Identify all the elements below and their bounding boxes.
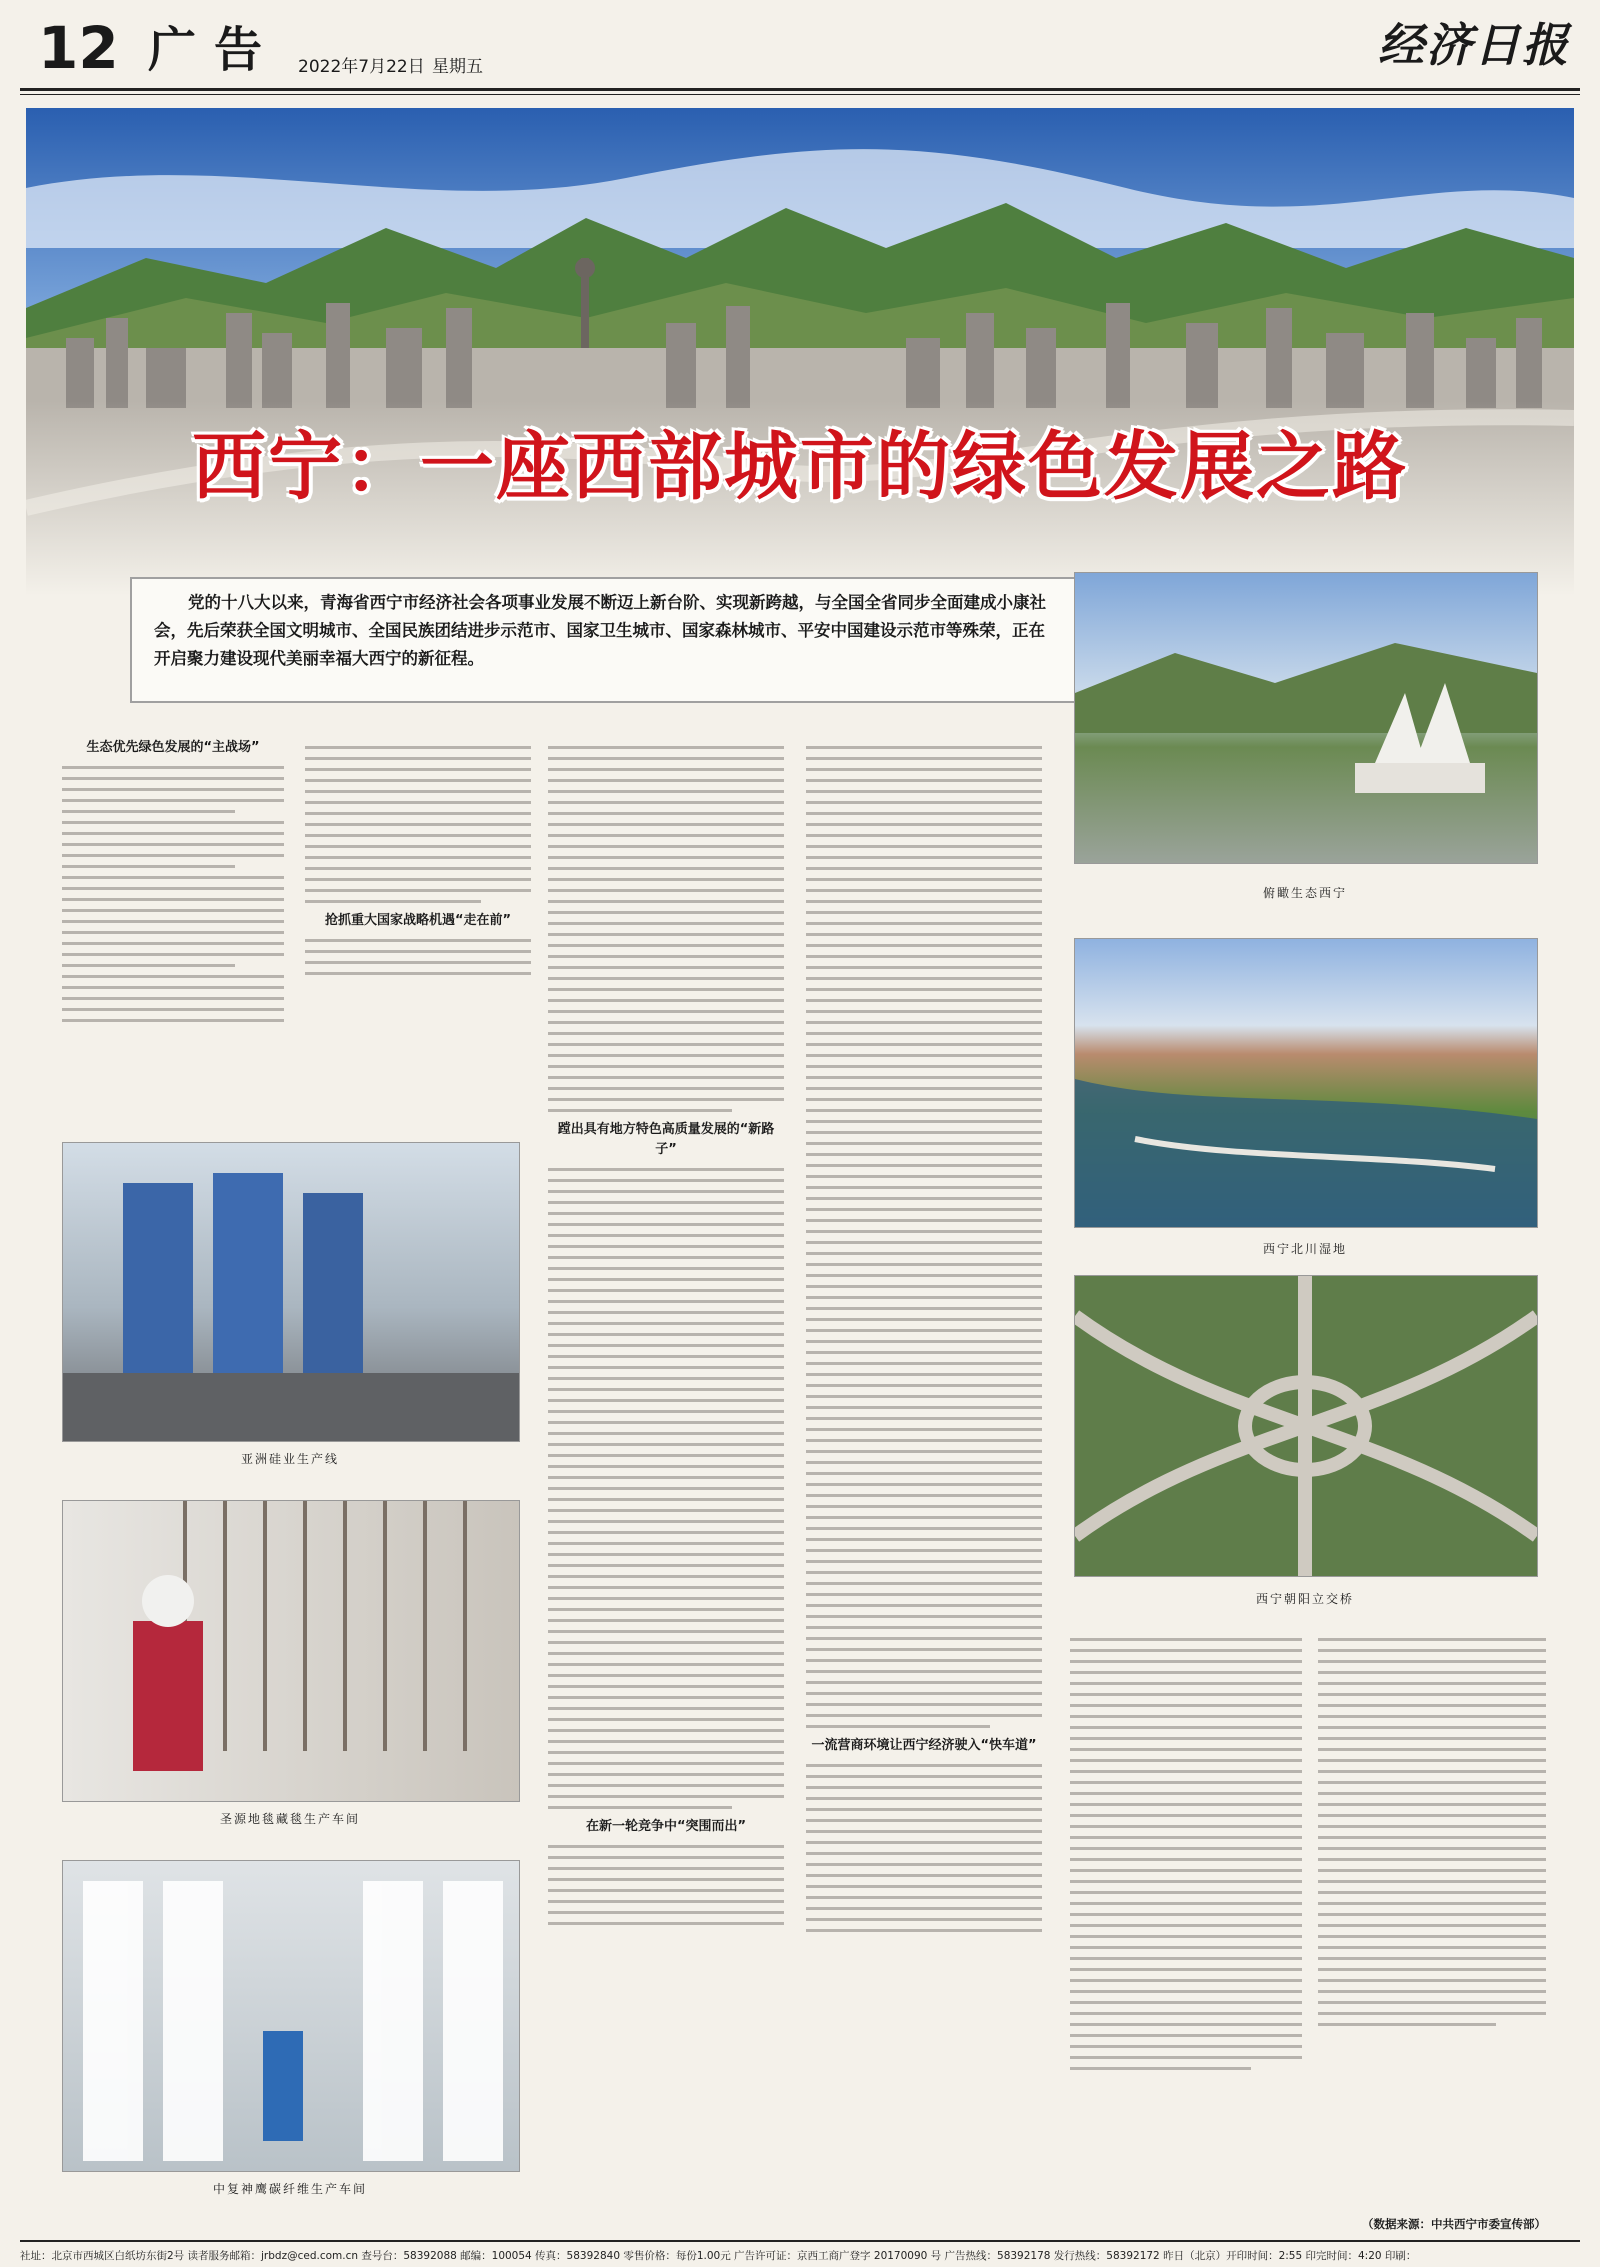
- caption-2: 圣源地毯藏毯生产车间: [219, 1812, 360, 1826]
- masthead-rule-thin: [20, 94, 1580, 95]
- photo-aerial-xining: [1074, 572, 1538, 864]
- section-heading-5: 一流营商环境让西宁经济驶入“快车道”: [811, 1738, 1037, 1753]
- footer-info: 社址：北京市西城区白纸坊东街2号 读者服务邮箱：jrbdz@ced.com.cn 查号台：58392088 邮编：100054 传真：58392840 零售价格：每份1.00元 广告许可证：京西工商广登字 20170090 号 广告热线：58392178 发行热线：58392172 昨日（北京）开印时间：2:55 印完时间：4:20 印刷：: [20, 2250, 1417, 2262]
- banner-city-photo: [26, 108, 1574, 596]
- column-5: [1070, 1630, 1302, 2078]
- masthead-rule: [20, 88, 1580, 91]
- column-4: [806, 738, 1042, 1940]
- photo-beichuan-wetland: [1074, 938, 1538, 1228]
- caption-6: 西宁朝阳立交桥: [1255, 1592, 1354, 1606]
- column-2: [305, 738, 531, 983]
- caption-4: 俯瞰生态西宁: [1262, 886, 1347, 900]
- section-heading-4: 在新一轮竞争中“突围而出”: [585, 1819, 747, 1834]
- intro-box: 党的十八大以来，青海省西宁市经济社会各项事业发展不断迈上新台阶、实现新跨越，与全国全省同步全面建成小康社会，先后荣获全国文明城市、全国民族团结进步示范市、国家卫生城市、国家森林城市、平安中国建设示范市等殊荣，正在开启聚力建设现代美丽幸福大西宁的新征程。: [130, 577, 1076, 703]
- column-1: [62, 738, 284, 1030]
- section-title: 广告: [148, 22, 281, 78]
- page-number: 12: [38, 14, 119, 82]
- issue-date: 2022年7月22日: [298, 57, 425, 77]
- caption-5: 西宁北川湿地: [1262, 1242, 1347, 1256]
- photo-carbon-fiber-workshop: [62, 1860, 520, 2172]
- photo-silicon-production-line: [62, 1142, 520, 1442]
- footer-rule: [20, 2240, 1580, 2242]
- column-6: [1318, 1630, 1546, 2034]
- caption-3: 中复神鹰碳纤维生产车间: [212, 2182, 367, 2196]
- issue-weekday: 星期五: [432, 57, 483, 77]
- source-note: （数据来源：中共西宁市委宣传部）: [1362, 2217, 1546, 2231]
- column-3: [548, 738, 784, 1933]
- section-heading-1: 生态优先绿色发展的“主战场”: [86, 740, 260, 755]
- photo-carpet-workshop: [62, 1500, 520, 1802]
- photo-chaoyang-interchange: [1074, 1275, 1538, 1577]
- headline: 西宁：一座西部城市的绿色发展之路: [192, 424, 1408, 510]
- section-heading-2: 抢抓重大国家战略机遇“走在前”: [324, 913, 512, 928]
- section-heading-3: 蹚出具有地方特色高质量发展的“新路子”: [557, 1122, 775, 1157]
- caption-1: 亚洲硅业生产线: [240, 1452, 339, 1466]
- newspaper-logo: 经济日报: [1378, 18, 1570, 72]
- city-skyline-illustration: [26, 108, 1574, 596]
